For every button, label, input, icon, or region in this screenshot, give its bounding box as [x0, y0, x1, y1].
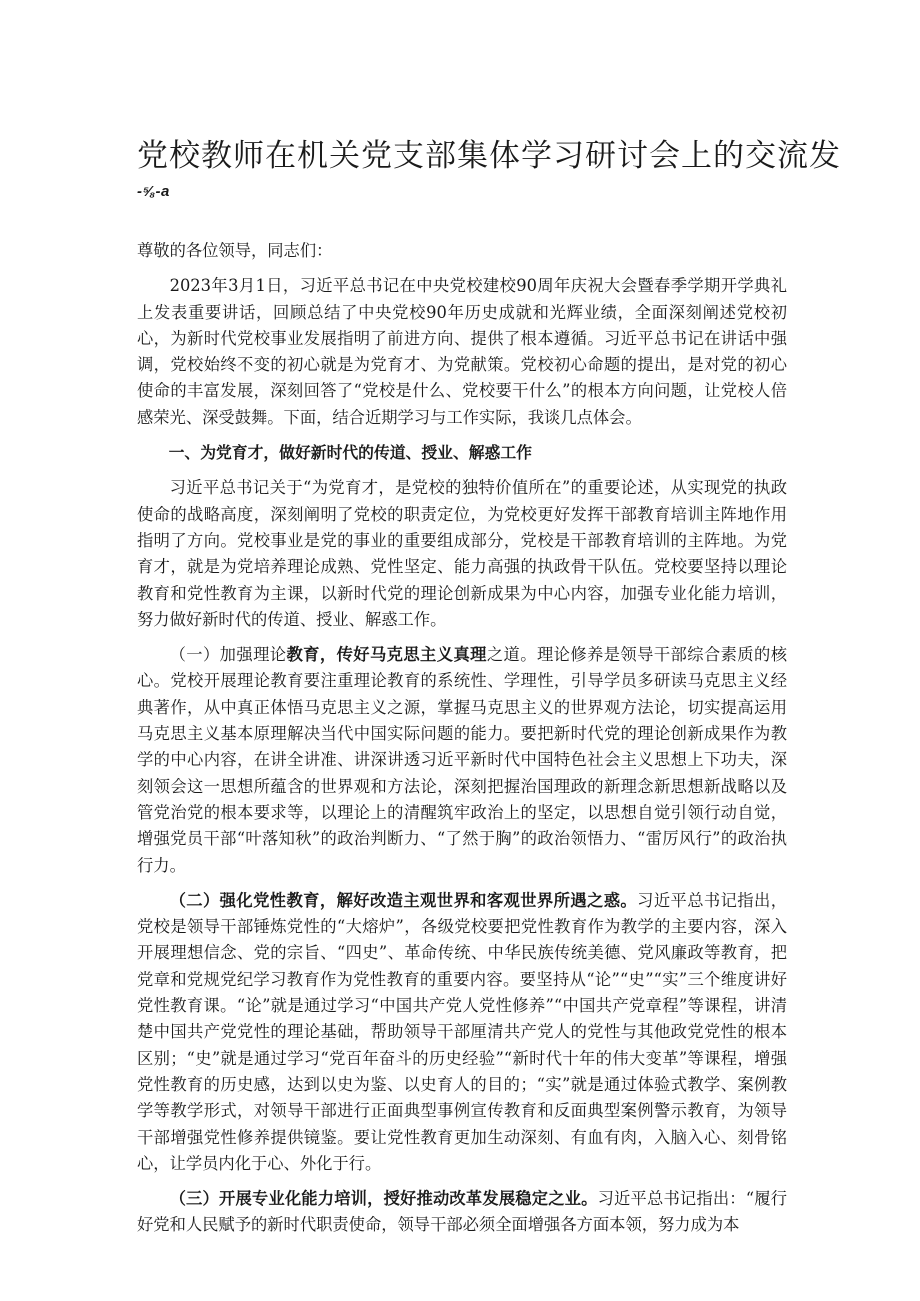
- greeting: 尊敬的各位领导，同志们：: [137, 241, 333, 260]
- subsection-1-text: 之道。理论修养是领导干部综合素质的核心。党校开展理论教育要注重理论教育的系统性、学理性，引导学员多研读马克思主义经典著作，从中真正体悟马克思主义之源，掌握马克思主义的世界观方法论，切实提高运用马克思主义基本原理解决当代中国实际问题的能力。要把新时代党的理论创新成果作为教学的中心内容，在讲全讲准、讲深讲透习近平新时代中国特色社会主义思想上下功夫，深刻领会这一思想所蕴含的世界观和方法论，深刻把握治国理政的新理念新思想新战略以及管党治党的根本要求等，以理论上的清醒筑牢政治上的坚定，以思想自觉引领行动自觉，增强党员干部“叶落知秋”的政治判断力、“了然于胸”的政治领悟力、“雷厉风行”的政治执行力。: [137, 645, 787, 875]
- subsection-2-text: 习近平总书记指出，党校是领导干部锤炼党性的“大熔炉”，各级党校要把党性教育作为教学的主要内容，深入开展理想信念、党的宗旨、“四史”、革命传统、中华民族传统美德、党风廉政等教育，把党章和党规党纪学习教育作为党性教育的重要内容。要坚持从“论”“史”“实”三个维度讲好党性教育课。“论”就是通过学习“中国共产党人党性修养”“中国共产党章程”等课程，讲清楚中国共产党党性的理论基础，帮助领导干部厘清共产党人的党性与其他政党党性的根本区别；“史”就是通过学习“党百年奋斗的历史经验”“新时代十年的伟大变革”等课程，增强党性教育的历史感，达到以史为鉴、以史育人的目的；“实”就是通过体验式教学、案例教学等教学形式，对领导干部进行正面典型事例宣传教育和反面典型案例警示教育，为领导干部增强党性修养提供镜鉴。要让党性教育更加生动深刻、有血有肉，入脑入心、刻骨铭心，让学员内化于心、外化于行。: [137, 890, 787, 1173]
- subsection-1-paragraph: [137, 642, 787, 879]
- section-1-heading: 一、为党育才，做好新时代的传道、授业、解惑工作: [168, 443, 532, 463]
- subsection-2-lead: （二）强化党性教育，解好改造主观世界和客观世界所遇之惑。: [169, 890, 638, 910]
- subsection-3-text: 习近平总书记指出：“履行好党和人民赋予的新时代职责使命，领导干部必须全面增强各方面本领，努力成为本: [137, 1189, 787, 1235]
- document-subtitle: -⅝-a: [137, 183, 170, 200]
- subsection-3-paragraph: [137, 1186, 787, 1239]
- subsection-1-lead-normal: （一）加强理论: [169, 645, 287, 665]
- subsection-3-lead: （三）开展专业化能力培训，授好推动改革发展稳定之业。: [169, 1189, 598, 1209]
- section-1-paragraph: 习近平总书记关于“为党育才，是党校的独特价值所在”的重要论述，从实现党的执政使命的战略高度，深刻阐明了党校的职责定位，为党校更好发挥干部教育培训主阵地作用指明了方向。党校事业是党的事业的重要组成部分，党校是干部教育培训的主阵地。为党育才，就是为党培养理论成熟、党性坚定、能力高强的执政骨干队伍。党校要坚持以理论教育和党性教育为主课，以新时代党的理论创新成果为中心内容，加强专业化能力培训，努力做好新时代的传道、授业、解惑工作。: [137, 478, 787, 629]
- subsection-1-lead-bold: 教育，传好马克思主义真理: [286, 645, 487, 665]
- document-body: [137, 238, 787, 1248]
- document-title: 党校教师在机关党支部集体学习研讨会上的交流发: [137, 138, 841, 174]
- subsection-2-paragraph: [137, 888, 787, 1177]
- intro-paragraph: 2023年3月1日，习近平总书记在中央党校建校90周年庆祝大会暨春季学期开学典礼上发表重要讲话，回顾总结了中央党校90年历史成就和光辉业绩，全面深刻阐述党校初心，为新时代党校事业发展指明了前进方向、提供了根本遵循。习近平总书记在讲话中强调，党校始终不变的初心就是为党育才、为党献策。党校初心命题的提出，是对党的初心使命的丰富发展，深刻回答了“党校是什么、党校要干什么”的根本方向问题，让党校人倍感荣光、深受鼓舞。下面，结合近期学习与工作实际，我谈几点体会。: [137, 276, 787, 427]
